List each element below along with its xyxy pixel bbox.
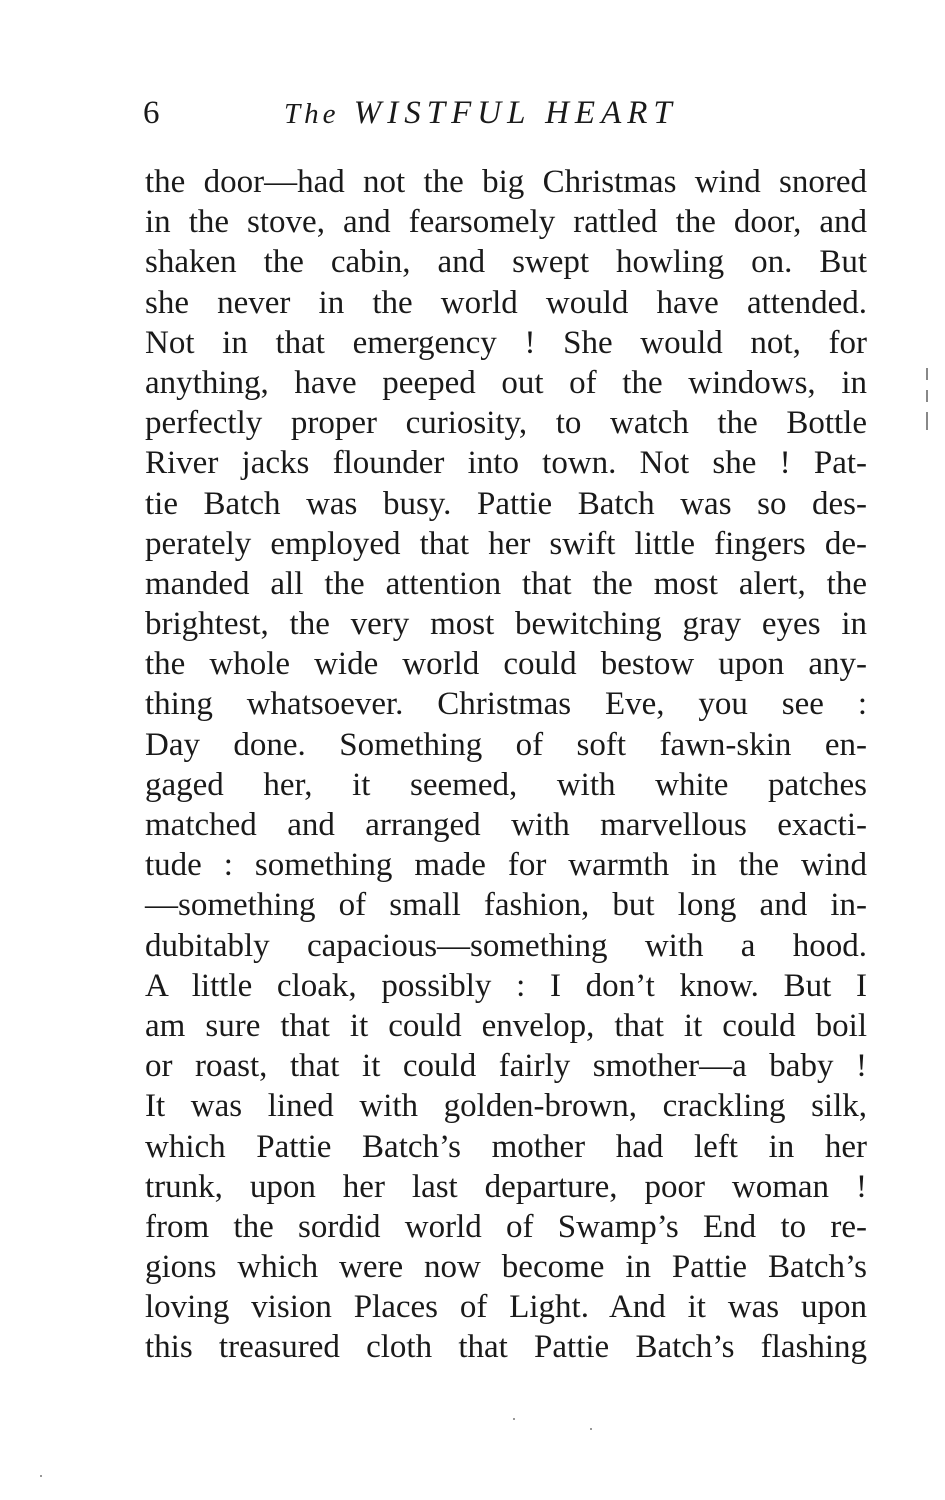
- margin-mark: [926, 368, 928, 430]
- text-line: the whole wide world could bestow upon any-: [145, 646, 867, 683]
- paper-speck: [40, 1475, 42, 1477]
- text-line: anything, have peeped out of the windows, in: [145, 364, 867, 401]
- running-head: [284, 93, 678, 134]
- page-number: 6: [143, 95, 160, 131]
- text-line: Day done. Something of soft fawn-skin en-: [145, 726, 867, 763]
- text-line: or roast, that it could fairly smother—a baby !: [145, 1048, 867, 1085]
- text-line: tie Batch was busy. Pattie Batch was so des-: [145, 485, 867, 522]
- text-line: shaken the cabin, and swept howling on. But: [145, 244, 867, 281]
- text-line: gaged her, it seemed, with white patches: [145, 766, 867, 803]
- text-line: River jacks flounder into town. Not she ! Pat-: [145, 445, 867, 482]
- text-line: A little cloak, possibly : I don’t know. But I: [145, 967, 867, 1004]
- text-line: tude : something made for warmth in the wind: [145, 847, 867, 884]
- text-line: gions which were now become in Pattie Batch’s: [145, 1249, 867, 1286]
- text-line: this treasured cloth that Pattie Batch’s flashing: [145, 1329, 867, 1366]
- text-line: loving vision Places of Light. And it was upon: [145, 1289, 867, 1326]
- text-line: thing whatsoever. Christmas Eve, you see :: [145, 686, 867, 723]
- text-line: trunk, upon her last departure, poor woman !: [145, 1168, 867, 1205]
- text-line: she never in the world would have attended.: [145, 284, 867, 321]
- paper-speck: [590, 1428, 592, 1430]
- text-line: perately employed that her swift little fingers de-: [145, 525, 867, 562]
- running-head-prefix: The: [284, 98, 340, 130]
- text-line: am sure that it could envelop, that it could boil: [145, 1007, 867, 1044]
- text-line: dubitably capacious—something with a hood.: [145, 927, 867, 964]
- text-line: in the stove, and fearsomely rattled the door, and: [145, 204, 867, 241]
- text-line: Not in that emergency ! She would not, for: [145, 324, 867, 361]
- text-line: —something of small fashion, but long and in-: [145, 887, 867, 924]
- text-line: manded all the attention that the most alert, the: [145, 565, 867, 602]
- text-line: which Pattie Batch’s mother had left in her: [145, 1128, 867, 1165]
- text-line: It was lined with golden-brown, crackling silk,: [145, 1088, 867, 1125]
- text-line: brightest, the very most bewitching gray eyes in: [145, 606, 867, 643]
- text-line: perfectly proper curiosity, to watch the Bottle: [145, 405, 867, 442]
- text-line: matched and arranged with marvellous exacti-: [145, 807, 867, 843]
- text-line: from the sordid world of Swamp’s End to re-: [145, 1208, 867, 1245]
- running-head-title: WISTFUL HEART: [353, 95, 678, 131]
- paper-speck: [513, 1418, 515, 1420]
- text-line: the door—had not the big Christmas wind snored: [145, 164, 867, 200]
- body-text: [145, 162, 867, 1368]
